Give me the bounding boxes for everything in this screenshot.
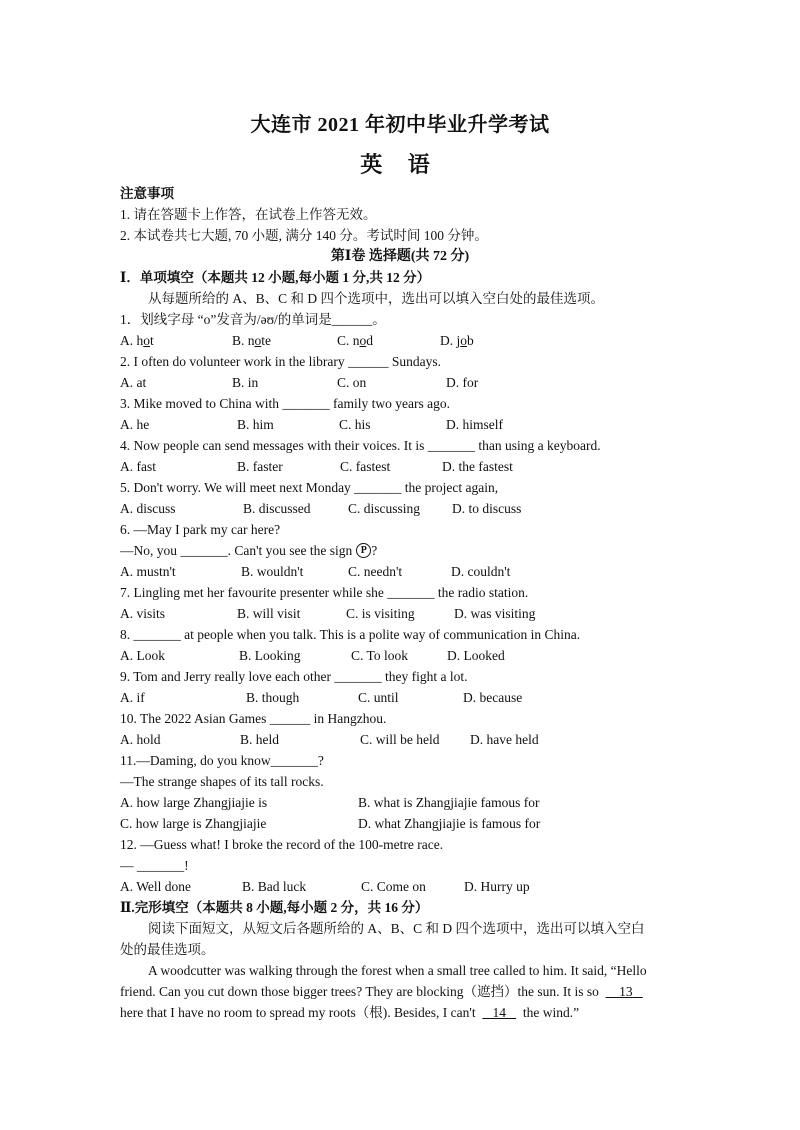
notice-heading: 注意事项 — [120, 186, 174, 201]
question-11-stem-2: —The strange shapes of its tall rocks. — [120, 774, 324, 789]
blank-14 — [482, 1005, 516, 1020]
q10-option-c: C. will be held — [360, 732, 440, 747]
exam-title: 大连市 2021 年初中毕业升学考试 — [250, 114, 550, 136]
question-9-stem: 9. Tom and Jerry really love each other _______ they fight a lot. — [120, 669, 468, 684]
q9-option-d: D. because — [463, 690, 523, 705]
section1-title: Ⅰ．单项填空（本题共 12 小题,每小题 1 分,共 12 分） — [120, 270, 431, 285]
question-5-stem: 5. Don't worry. We will meet next Monday _______ the project again, — [120, 480, 499, 495]
section1-instruction: 从每题所给的 A、B、C 和 D 四个选项中，选出可以填入空白处的最佳选项。 — [148, 291, 605, 306]
question-12-stem: 12. —Guess what! I broke the record of the 100-metre race. — [120, 837, 444, 852]
q9-option-c: C. until — [358, 690, 399, 705]
q3-option-d: D. himself — [446, 417, 503, 432]
blank-14-number: 14 — [492, 1005, 506, 1020]
q10-option-d: D. have held — [470, 732, 539, 747]
q11-option-a: A. how large Zhangjiajie is — [120, 795, 268, 810]
q8-option-a: A. Look — [120, 648, 165, 663]
question-12-stem-2: — _______! — [120, 858, 189, 873]
q5-option-b: B. discussed — [243, 501, 311, 516]
q4-option-d: D. the fastest — [442, 459, 513, 474]
q5-option-d: D. to discuss — [452, 501, 522, 516]
q6-option-a: A. mustn't — [120, 564, 176, 579]
part1-title: 第Ⅰ卷 选择题(共 72 分) — [330, 249, 470, 264]
q5-option-a: A. discuss — [120, 501, 176, 516]
subject-title: 英 语 — [360, 152, 440, 177]
question-3-stem: 3. Mike moved to China with _______ family two years ago. — [120, 396, 450, 411]
blank-13 — [606, 984, 643, 999]
question-6-stem-2-text: —No, you _______. Can't you see the sign — [120, 543, 353, 558]
q9-option-a: A. if — [120, 690, 145, 705]
q10-option-b: B. held — [240, 732, 279, 747]
q6-option-b: B. wouldn't — [241, 564, 304, 579]
q6-option-d: D. couldn't — [451, 564, 511, 579]
q2-option-d: D. for — [446, 375, 479, 390]
blank-13-number: 13 — [619, 984, 633, 999]
passage-line-2 — [120, 984, 643, 1000]
q4-option-a: A. fast — [120, 459, 156, 474]
q5-option-c: C. discussing — [348, 501, 421, 516]
q4-option-c: C. fastest — [340, 459, 391, 474]
question-1-stem: 1．划线字母 “o”发音为/əʊ/的单词是______。 — [120, 312, 386, 327]
q10-option-a: A. hold — [120, 732, 161, 747]
question-11-stem: 11.—Daming, do you know_______? — [120, 753, 324, 768]
q11-option-d: D. what Zhangjiajie is famous for — [358, 816, 541, 831]
question-2-stem: 2. I often do volunteer work in the library ______ Sundays. — [120, 354, 441, 369]
notice-item-1: 1. 请在答题卡上作答，在试卷上作答无效。 — [120, 207, 377, 222]
question-6-stem-2: —No, you _______. Can't you see the sign P ? — [120, 543, 378, 558]
q7-option-d: D. was visiting — [454, 606, 536, 621]
q7-option-c: C. is visiting — [346, 606, 415, 621]
no-parking-sign-icon: P — [356, 543, 371, 558]
section2-instruction-2: 处的最佳选项。 — [120, 942, 215, 957]
q1-option-c: C. nod — [337, 333, 374, 348]
q12-option-c: C. Come on — [361, 879, 426, 894]
q12-option-b: B. Bad luck — [242, 879, 307, 894]
q2-option-a: A. at — [120, 375, 147, 390]
q3-option-b: B. him — [237, 417, 274, 432]
passage-line-3-end: the wind.” — [522, 1005, 580, 1020]
q2-option-b: B. in — [232, 375, 259, 390]
question-7-stem: 7. Lingling met her favourite presenter while she _______ the radio station. — [120, 585, 529, 600]
q4-option-b: B. faster — [237, 459, 283, 474]
passage-line-3 — [120, 1005, 579, 1021]
q1-option-d: D. job — [440, 333, 474, 348]
q11-option-b: B. what is Zhangjiajie famous for — [358, 795, 540, 810]
q8-option-d: D. Looked — [447, 648, 505, 663]
q8-option-b: B. Looking — [239, 648, 301, 663]
q11-option-c: C. how large is Zhangjiajie — [120, 816, 267, 831]
q6-option-c: C. needn't — [348, 564, 403, 579]
question-6-stem: 6. —May I park my car here? — [120, 522, 281, 537]
q2-option-c: C. on — [337, 375, 367, 390]
q1-option-a: A. hot — [120, 333, 154, 348]
passage-line-1: A woodcutter was walking through the forest when a small tree called to him. It said, “Hello — [148, 963, 647, 978]
q7-option-a: A. visits — [120, 606, 166, 621]
question-4-stem: 4. Now people can send messages with their voices. It is _______ than using a keyboard. — [120, 438, 601, 453]
passage-line-2-text: friend. Can you cut down those bigger trees? They are blocking（遮挡）the sun. It is so — [120, 984, 599, 999]
q9-option-b: B. though — [246, 690, 300, 705]
q7-option-b: B. will visit — [237, 606, 301, 621]
q3-option-c: C. his — [339, 417, 371, 432]
question-8-stem: 8. _______ at people when you talk. This is a polite way of communication in China. — [120, 627, 581, 642]
q8-option-c: C. To look — [351, 648, 408, 663]
section2-title: Ⅱ.完形填空（本题共 8 小题,每小题 2 分，共 16 分） — [120, 900, 429, 915]
q1-option-b: B. note — [232, 333, 272, 348]
notice-item-2: 2. 本试卷共七大题, 70 小题, 满分 140 分。考试时间 100 分钟。 — [120, 228, 488, 243]
section2-instruction-1: 阅读下面短文，从短文后各题所给的 A、B、C 和 D 四个选项中，选出可以填入空白 — [148, 921, 645, 936]
q3-option-a: A. he — [120, 417, 150, 432]
q12-option-a: A. Well done — [120, 879, 192, 894]
q12-option-d: D. Hurry up — [464, 879, 530, 894]
passage-line-3-text: here that I have no room to spread my roots（根). Besides, I can't — [120, 1005, 476, 1020]
question-10-stem: 10. The 2022 Asian Games ______ in Hangzhou. — [120, 711, 387, 726]
